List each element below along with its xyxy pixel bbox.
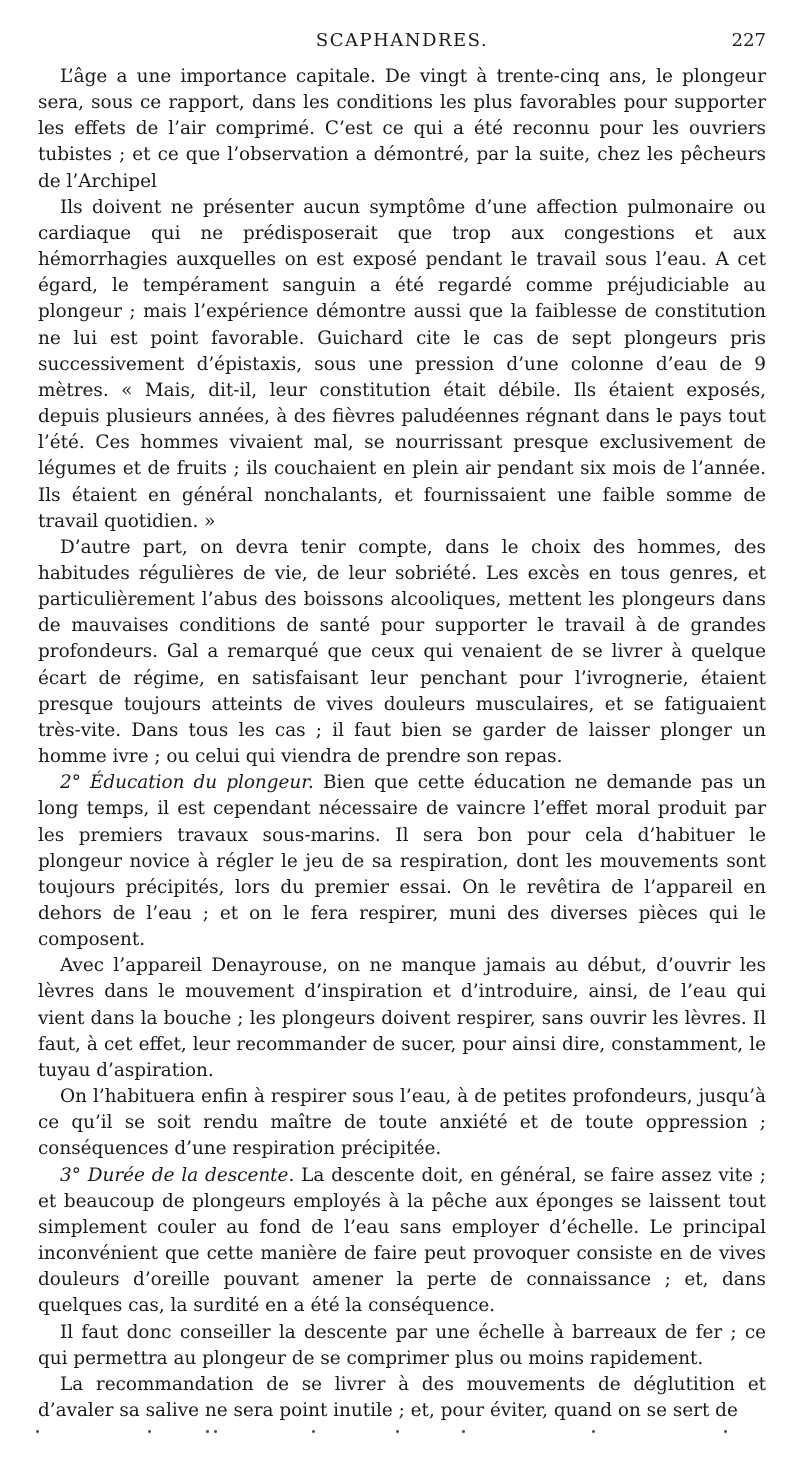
paragraph-age: L’âge a une importance capitale. De vingt à trente-cinq ans, le plongeur sera, sous ce rapport, dans les conditions les plus favorables pour supporter les effets de l’air comprimé. C’est ce qui a été reconnu pour les ouvriers tubistes ; et ce que l’observation a démontré, par la suite, chez les pêcheurs de l’Archipel [38,66,766,192]
paragraph-swallowing: La recommandation de se livrer à des mouvements de déglutition et d’avaler sa salive ne sera point inutile ; et, pour éviter, quand on se sert de [38,1373,766,1421]
paragraph-ladder: Il faut donc conseiller la descente par une échelle à barreaux de fer ; ce qui permettra au plongeur de se comprimer plus ou moins rapidement. [38,1321,766,1369]
page-header [38,30,766,58]
body-text [38,64,766,1424]
paragraph-constitution: Ils doivent ne présenter aucun symptôme d’une affection pulmonaire ou cardiaque qui ne prédisposerait que trop aux congestions et aux hémorrhagies auxquelles on est exposé pendant le travail sous l’eau. A cet égard, le tempérament sanguin a été regardé comme préjudiciable au plongeur ; mais l’expérience démontre aussi que la faiblesse de constitution ne lui est point favorable. Guichard cite le cas de sept plongeurs pris successivement d’épistaxis, sous une pression d’une colonne d’eau de 9 mètres. « Mais, dit-il, leur constitution était débile. Ils étaient exposés, depuis plusieurs années, à des fièvres paludéennes régnant dans le pays tout l’été. Ces hommes vivaient mal, se nourrissant presque exclusivement de légumes et de fruits ; ils couchaient en plein air pendant six mois de l’année. Ils étaient en général nonchalants, et fournissaient une faible somme de travail quotidien. » [38,196,766,532]
paragraph-descent-duration: 3° Durée de la descente. La descente doit, en général, se faire assez vite ; et beaucoup de plongeurs employés à la pêche aux éponges se laissent tout simplement couler au fond de l’eau sans employer d’échelle. Le principal inconvénient que cette manière de faire peut provoquer consiste en de vives douleurs d’oreille pouvant amener la perte de connaissance ; et, dans quelques cas, la surdité en a été la conséquence. [38,1164,766,1317]
paragraph-education: 2° Éducation du plongeur. Bien que cette éducation ne demande pas un long temps, il est cependant nécessaire de vaincre l’effet moral produit par les premiers travaux sous-marins. Il sera bon pour cela d’habituer le plongeur novice à régler le jeu de sa respiration, dont les mouvements sont toujours précipités, lors du premier essai. On le revêtira de l’appareil en dehors de l’eau ; et on le fera respirer, muni des diverses pièces qui le composent. [38,772,767,951]
running-title: SCAPHANDRES. [315,30,489,51]
section-heading-descent: 3° Durée de la descente. [60,1164,295,1186]
section-heading-education: 2° Éducation du plongeur. [60,772,314,794]
paragraph-habituation: On l’habituera enfin à respirer sous l’eau, à de petites profondeurs, jusqu’à ce qu’il se soit rendu maître de toute anxiété et de toute oppression ; conséquences d’une respiration précipitée. [38,1086,766,1160]
paragraph-habits: D’autre part, on devra tenir compte, dans le choix des hommes, des habitudes régulières de vie, de leur sobriété. Les excès en tous genres, et particulièrement l’abus des boissons alcooliques, mettent les plongeurs dans de mauvaises conditions de santé pour supporter le travail à de grandes profondeurs. Gal a remarqué que ceux qui venaient de se livrer à quelque écart de régime, en satisfaisant leur penchant pour l’ivrognerie, étaient presque toujours atteints de vives douleurs musculaires, et se fatiguaient très-vite. Dans tous les cas ; il faut bien se garder de laisser plonger un homme ivre ; ou celui qui viendra de prendre son repas. [38,536,766,768]
scan-artifact-dots [30,1430,770,1436]
book-page [38,30,766,1424]
paragraph-denayrouse: Avec l’appareil Denayrouse, on ne manque jamais au début, d’ouvrir les lèvres dans le mouvement d’inspiration et d’introduire, ainsi, de l’eau qui vient dans la bouche ; les plongeurs doivent respirer, sans ouvrir les lèvres. Il faut, à cet effet, leur recommander de sucer, pour ainsi dire, constamment, le tuyau d’aspiration. [38,955,766,1081]
page-number: 227 [731,30,766,51]
